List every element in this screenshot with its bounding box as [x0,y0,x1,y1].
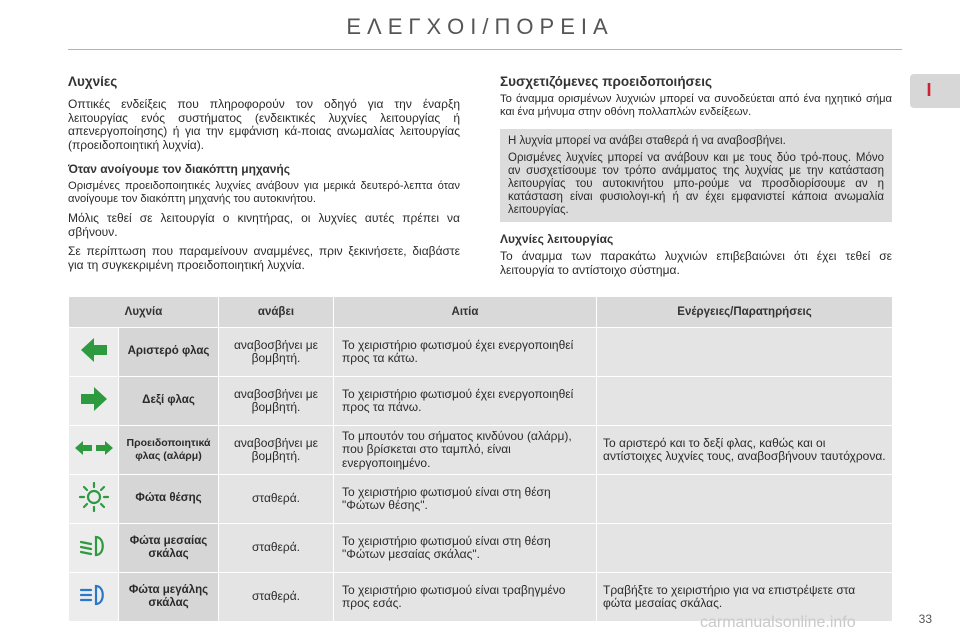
row-name: Φώτα μεγάλης σκάλας [119,573,219,622]
header-lights: ανάβει [219,297,334,328]
subheading-function-lamps: Λυχνίες λειτουργίας [500,232,614,246]
chapter-tab [910,74,960,108]
row-cause: Το μπουτόν του σήματος κινδύνου (αλάρμ), που βρίσκεται στο ταμπλό, είναι ενεργοποιημένο. [334,426,597,475]
table-row [69,377,893,426]
row-cause: Το χειριστήριο φωτισμού είναι στη θέση "Φώτων θέσης". [334,475,597,524]
row-cause: Το χειριστήριο φωτισμού είναι τραβηγμένο προς εσάς. [334,573,597,622]
row-light: αναβοσβήνει με βομβητή. [219,328,334,377]
left-arrow-icon [80,336,108,364]
intro-paragraph: Οπτικές ενδείξεις που πληροφορούν τον οδηγό για την έναρξη λειτουργίας ενός συστήματος (ενδεικτικές λυχνίες λειτουργίας ή απενεργοποίησης) ή για την εμφάνιση κά-ποιας ανωμαλίας λειτουργίας (προειδοποιητική λυχνία). [68,97,460,152]
page-number: 33 [918,612,932,626]
subheading-ignition: Όταν ανοίγουμε τον διακόπτη μηχανής [68,162,290,176]
row-action [597,377,893,426]
table-header-row [69,297,893,328]
row-cause: Το χειριστήριο φωτισμού έχει ενεργοποιηθεί προς τα κάτω. [334,328,597,377]
note-line-1: Η λυχνία μπορεί να ανάβει σταθερά ή να αναβοσβήνει. [508,135,786,147]
function-lamps-paragraph: Το άναμμα των παρακάτω λυχνιών επιβεβαιώνει ότι έχει τεθεί σε λειτουργία το αντίστοιχο σύστημα. [500,249,892,277]
row-action [597,328,893,377]
row-name: Αριστερό φλας [119,328,219,377]
row-action: Τραβήξτε το χειριστήριο για να επιστρέψετε στα φώτα μεσαίας σκάλας. [597,573,893,622]
ignition-paragraph-2: Μόλις τεθεί σε λειτουργία ο κινητήρας, οι λυχνίες αυτές πρέπει να σβήνουν. [68,211,460,239]
chapter-tab-label: I [926,80,932,100]
row-action [597,475,893,524]
header-action: Ενέργειες/Παρατηρήσεις [597,297,893,328]
watermark: carmanualsonline.info [700,614,856,631]
row-name: Δεξί φλας [119,377,219,426]
row-action: Το αριστερό και το δεξί φλας, καθώς και οι αντίστοιχες λυχνίες τους, αναβοσβήνουν ταυτόχρονα. [597,426,893,475]
row-icon-cell [69,524,119,573]
row-icon-cell [69,328,119,377]
warning-lamps-table [68,296,893,622]
table-row [69,475,893,524]
header-cause: Αιτία [334,297,597,328]
row-icon-cell [69,573,119,622]
dipped-beam-icon [78,534,110,558]
row-icon-cell [69,475,119,524]
table-row [69,328,893,377]
row-action [597,524,893,573]
row-name: Προειδοποιητικά φλας (αλάρμ) [119,426,219,475]
row-cause: Το χειριστήριο φωτισμού έχει ενεργοποιηθεί προς τα πάνω. [334,377,597,426]
row-light: αναβοσβήνει με βομβητή. [219,377,334,426]
ignition-paragraph-3: Σε περίπτωση που παραμείνουν αναμμένες, πριν ξεκινήσετε, διαβάστε για τη συγκεκριμένη προειδοποιητική λυχνία. [68,244,460,272]
row-light: σταθερά. [219,524,334,573]
warnings-paragraph: Το άναμμα ορισμένων λυχνιών μπορεί να συνοδεύεται από ένα ηχητικό σήμα και ένα μήνυμα στην οθόνη πολλαπλών ενδείξεων. [500,93,892,118]
page-title: ΕΛΕΓΧΟΙ/ΠΟΡΕΙΑ [346,14,614,39]
header-lamp: Λυχνία [69,297,219,328]
right-column [500,74,892,283]
note-line-2: Ορισμένες λυχνίες μπορεί να ανάβουν και με τους δύο τρό-πους. Μόνο αν συσχετίσουμε τον τρόπο ανάμματος της λυχνίας με την κατάσταση λειτουργίας του αυτοκινήτου μπο-ρούμε να προσδιορίσουμε αν η κατάσταση είναι φυσιολογι-κή ή αν έχει εμφανιστεί κάποια ανωμαλία λειτουργίας. [508,152,884,216]
row-light: αναβοσβήνει με βομβητή. [219,426,334,475]
row-icon-cell [69,426,119,475]
title-rule [68,49,902,50]
hazard-arrows-icon [74,438,114,458]
row-cause: Το χειριστήριο φωτισμού είναι στη θέση "Φώτων μεσαίας σκάλας". [334,524,597,573]
row-name: Φώτα μεσαίας σκάλας [119,524,219,573]
main-beam-icon [78,583,110,607]
table-row [69,426,893,475]
row-light: σταθερά. [219,475,334,524]
table-row [69,524,893,573]
ignition-paragraph-1: Ορισμένες προειδοποιητικές λυχνίες ανάβουν για μερικά δευτερό-λεπτα όταν ανοίγουμε τον διακόπτη μηχανής του αυτοκινήτου. [68,180,460,205]
row-name: Φώτα θέσης [119,475,219,524]
row-light: σταθερά. [219,573,334,622]
left-column [68,74,460,278]
info-note-box [500,129,892,222]
row-icon-cell [69,377,119,426]
sidelights-icon [78,481,110,513]
right-arrow-icon [80,385,108,413]
section-heading-warnings: Συσχετιζόμενες προειδοποιήσεις [500,74,712,89]
section-heading-lamps: Λυχνίες [68,74,118,89]
